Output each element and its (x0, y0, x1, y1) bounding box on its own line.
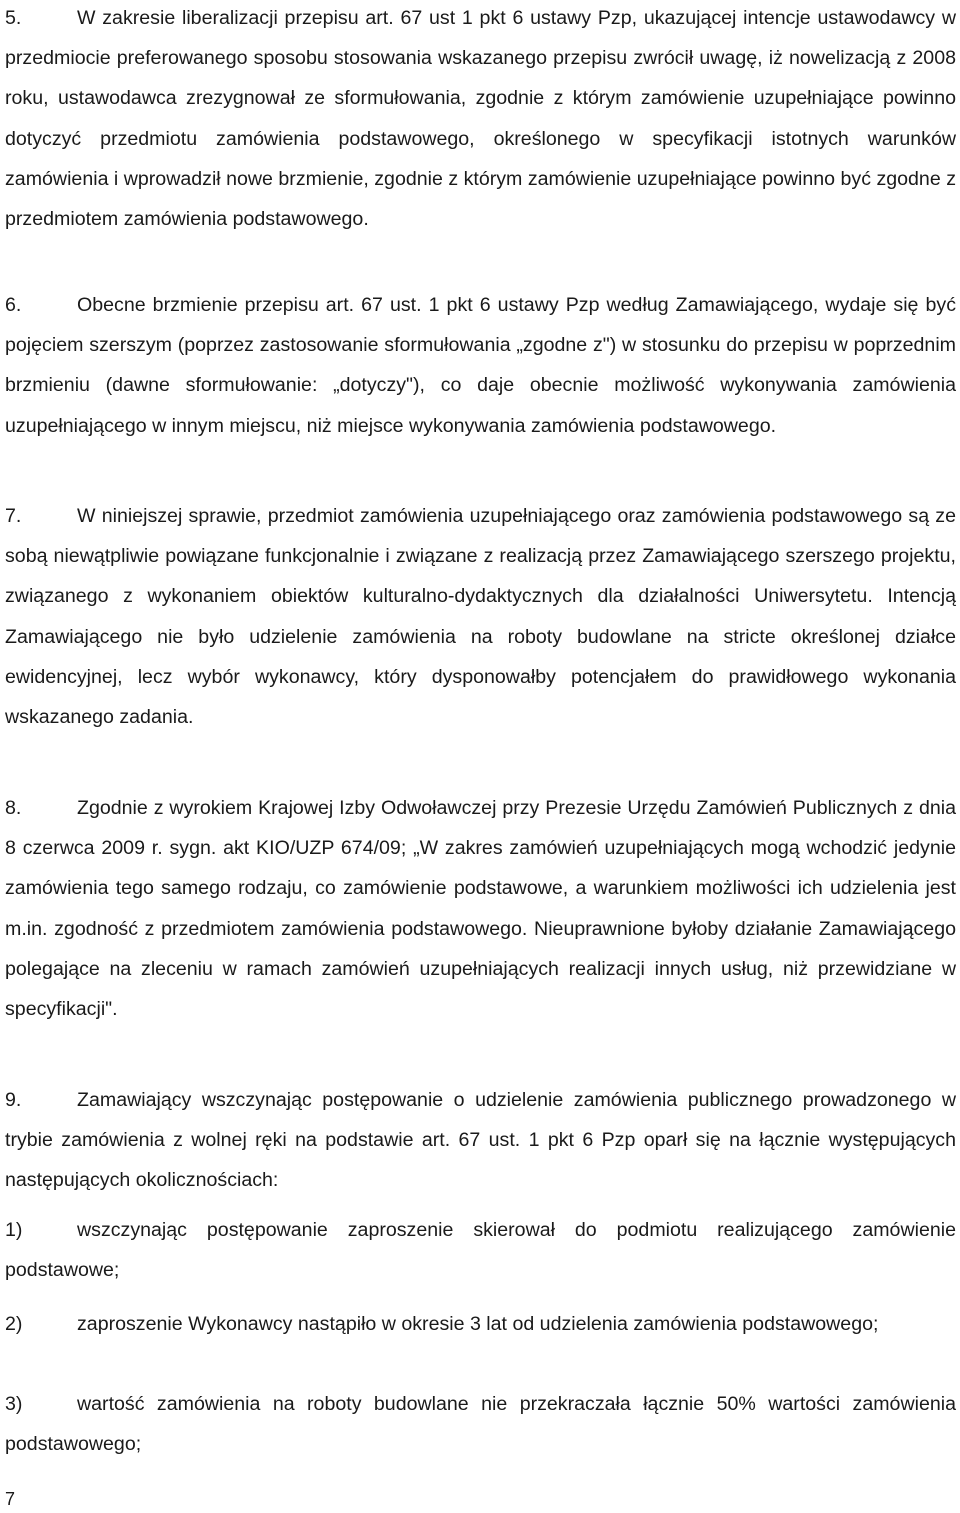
page-number: 7 (5, 1489, 16, 1509)
list-item-text: wartość zamówienia na roboty budowlane nie przekraczała łącznie 50% wartości zamówienia podstawowego; (5, 1393, 956, 1456)
paragraph-5 (5, 0, 956, 239)
list-item-number: 1) (5, 1219, 23, 1241)
paragraph-text: W niniejszej sprawie, przedmiot zamówienia uzupełniającego oraz zamówienia podstawowego są ze sobą niewątpliwie powiązane funkcjonalnie i związane z realizacją przez Zamawiającego szerszego projektu, związanego z wykonaniem obiektów kulturalno-dydaktycznych dla działalności Uniwersytetu. Intencją Zamawiającego nie było udzielenie zamówienia na roboty budowlane na stricte określonej działce ewidencyjnej, lecz wybór wykonawcy, który dysponowałby potencjałem do prawidłowego wykonania wskazanego zadania. (5, 505, 956, 729)
list-item-text: wszczynając postępowanie zaproszenie skierował do podmiotu realizującego zamówienie podstawowe; (5, 1219, 956, 1282)
paragraph-number: 7. (5, 505, 22, 527)
list-item-2 (5, 1304, 878, 1344)
paragraph-number: 9. (5, 1089, 22, 1111)
paragraph-9 (5, 1080, 956, 1201)
paragraph-text: Obecne brzmienie przepisu art. 67 ust. 1 pkt 6 ustawy Pzp według Zamawiającego, wydaje się być pojęciem szerszym (poprzez zastosowanie sformułowania „zgodne z") w stosunku do przepisu w poprzednim brzmieniu (dawne sformułowanie: „dotyczy"), co daje obecnie możliwość wykonywania zamówienia uzupełniającego w innym miejscu, niż miejsce wykonywania zamówienia podstawowego. (5, 294, 956, 437)
list-item-3 (5, 1384, 956, 1464)
list-item-number: 2) (5, 1313, 23, 1335)
paragraph-8 (5, 788, 956, 1029)
list-item-text: zaproszenie Wykonawcy nastąpiło w okresie 3 lat od udzielenia zamówienia podstawowego; (77, 1313, 879, 1335)
paragraph-text: Zgodnie z wyrokiem Krajowej Izby Odwoławczej przy Prezesie Urzędu Zamówień Publicznych z dnia 8 czerwca 2009 r. sygn. akt KIO/UZP 674/09; „W zakres zamówień uzupełniających mogą wchodzić jedynie zamówienia tego samego rodzaju, co zamówienie podstawowe, a warunkiem możliwości ich udzielenia jest m.in. zgodność z przedmiotem zamówienia podstawowego. Nieuprawnione byłoby działanie Zamawiającego polegające na zleceniu w ramach zamówień uzupełniających realizacji innych usług, niż przewidziane w specyfikacji". (5, 797, 956, 1021)
paragraph-number: 8. (5, 797, 22, 819)
paragraph-text: Zamawiający wszczynając postępowanie o udzielenie zamówienia publicznego prowadzonego w trybie zamówienia z wolnej ręki na podstawie art. 67 ust. 1 pkt 6 Pzp oparł się na łącznie występujących następujących okolicznościach: (5, 1089, 956, 1192)
list-item-1 (5, 1210, 956, 1290)
paragraph-number: 6. (5, 294, 22, 316)
paragraph-text: W zakresie liberalizacji przepisu art. 67 ust 1 pkt 6 ustawy Pzp, ukazującej intencje ustawodawcy w przedmiocie preferowanego sposobu stosowania wskazanego przepisu zwrócił uwagę, iż nowelizacją z 2008 roku, ustawodawca zrezygnował ze sformułowania, zgodnie z którym zamówienie uzupełniające powinno dotyczyć przedmiotu zamówienia podstawowego, określonego w specyfikacji istotnych warunków zamówienia i wprowadził nowe brzmienie, zgodnie z którym zamówienie uzupełniające powinno być zgodne z przedmiotem zamówienia podstawowego. (5, 7, 956, 231)
paragraph-6 (5, 285, 956, 446)
paragraph-number: 5. (5, 7, 22, 29)
list-item-number: 3) (5, 1393, 23, 1415)
paragraph-7 (5, 496, 956, 737)
